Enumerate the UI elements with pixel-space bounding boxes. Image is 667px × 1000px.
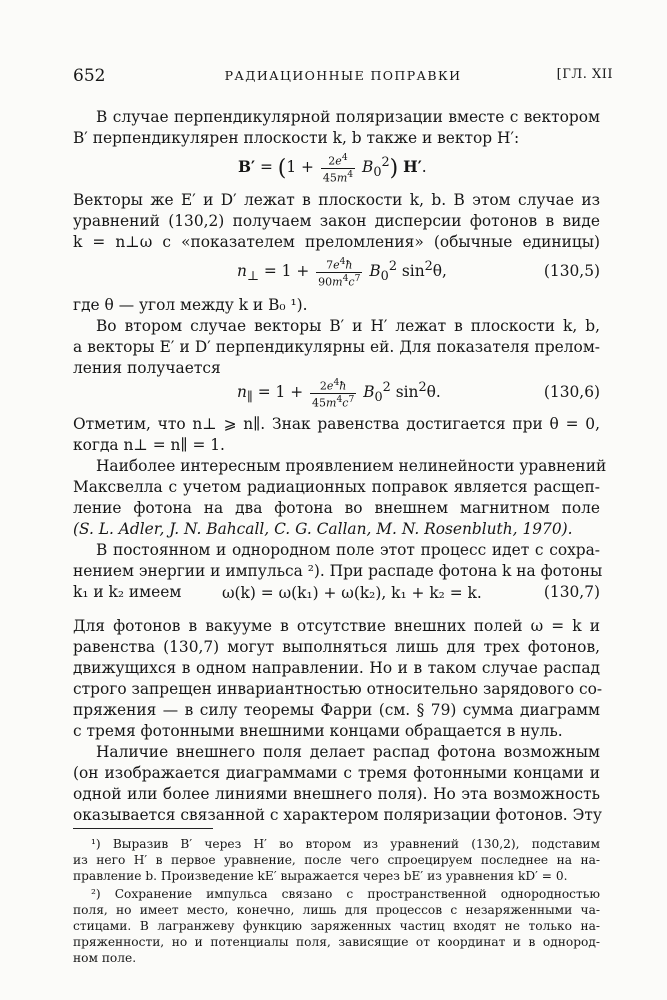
text-line: оказывается связанной с характером поляризации фотонов. Эту xyxy=(73,806,602,824)
text-line: Для фотонов в вакууме в отсутствие внешних полей ω = k и xyxy=(73,617,600,635)
text-line: где θ — угол между k и B₀ ¹). xyxy=(73,296,308,314)
text-line: В случае перпендикулярной поляризации вместе с вектором xyxy=(96,108,600,126)
formula-n-perp: $n_\perp = 1$ + $\frac{7e^4ħ}{90m^4c^7}$ $B_0^2$ $\sin^2\theta$, xyxy=(237,256,447,289)
footnote-line: стицами. В лагранжеву функцию заряженных частиц входят не только на- xyxy=(73,919,600,933)
footnote-divider xyxy=(73,828,213,829)
formula-n-parallel: $n_\parallel = 1$ + $\frac{2e^4ħ}{45m^4c^7}$ $B_0^2$ $\sin^2\theta$. xyxy=(237,377,441,410)
equation-number: (130,6) xyxy=(543,383,600,401)
equation-number: (130,7) xyxy=(543,583,600,601)
text-line: Во втором случае векторы B′ и H′ лежат в плоскости k, b, xyxy=(96,317,600,335)
text-line: В постоянном и однородном поле этот процесс идет с сохра- xyxy=(96,541,600,559)
footnote-line: правление b. Произведение kE′ выражается через bE′ из уравнения kD′ = 0. xyxy=(73,869,568,883)
text-line: k = n⊥ω с «показателем преломления» (обычные единицы) xyxy=(73,233,600,251)
text-line: Наиболее интересным проявлением нелинейности уравнений xyxy=(96,457,607,475)
running-title: РАДИАЦИОННЫЕ ПОПРАВКИ xyxy=(224,68,462,83)
text-line: B′ перпендикулярен плоскости k, b также и вектор H′: xyxy=(73,129,520,147)
chapter-marker: [ГЛ. XII xyxy=(556,67,613,82)
text-line: уравнений (130,2) получаем закон дисперсии фотонов в виде xyxy=(73,212,600,230)
footnote-line: ном поле. xyxy=(73,951,137,965)
text-line: ления получается xyxy=(73,359,221,377)
text-line: нением энергии и импульса ²). При распаде фотона k на фотоны xyxy=(73,562,603,580)
text-line: Наличие внешнего поля делает распад фотона возможным xyxy=(96,743,600,761)
text-line: с тремя фотонными внешними концами обращается в нуль. xyxy=(73,722,563,740)
text-line: Векторы же E′ и D′ лежат в плоскости k, b. В этом случае из xyxy=(73,191,600,209)
text-line: равенства (130,7) могут выполняться лишь для трех фотонов, xyxy=(73,638,600,656)
footnote-line: пряженности, но и потенциалы поля, зависящие от координат и в однород- xyxy=(73,935,600,949)
formula-momentum-conservation: ω(k) = ω(k₁) + ω(k₂), k₁ + k₂ = k. xyxy=(222,584,482,602)
text-line: одной или более линиями внешнего поля). Но эта возможность xyxy=(73,785,600,803)
text-line: строго запрещен инвариантностью относительно зарядового со- xyxy=(73,680,603,698)
page-number: 652 xyxy=(73,66,106,86)
page-header xyxy=(73,66,613,88)
footnote-line: поля, но имеет место, конечно, лишь для процессов с незаряженными ча- xyxy=(73,903,600,917)
text-line: ление фотона на два фотона во внешнем магнитном поле xyxy=(73,499,600,517)
footnote-line: ¹) Выразив B′ через H′ во втором из уравнений (130,2), подставим xyxy=(91,837,600,851)
text-line: а векторы E′ и D′ перпендикулярны ей. Для показателя прелом- xyxy=(73,338,600,356)
text-line: движущихся в одном направлении. Но и в таком случае распад xyxy=(73,659,600,677)
text-line: когда n⊥ = n∥ = 1. xyxy=(73,436,225,454)
footnote-line: из него H′ в первое уравнение, после чего спроецируем последнее на на- xyxy=(73,853,600,867)
text-line: (S. L. Adler, J. N. Bahcall, C. G. Callan, M. N. Rosenbluth, 1970). xyxy=(73,520,573,538)
footnote-line: ²) Сохранение импульса связано с пространственной однородностью xyxy=(91,887,600,901)
text-line: пряжения — в силу теоремы Фарри (см. § 79) сумма диаграмм xyxy=(73,701,600,719)
text-line: (он изображается диаграммами с тремя фотонными концами и xyxy=(73,764,600,782)
text-line: Максвелла с учетом радиационных поправок является расщеп- xyxy=(73,478,600,496)
formula-b-prime: B′ = (1 + $\frac{2e^4}{45m^4}$ $B_0^2$) H′. xyxy=(238,152,427,185)
text-line: k₁ и k₂ имеем xyxy=(73,583,182,601)
equation-number: (130,5) xyxy=(543,262,600,280)
text-line: Отметим, что n⊥ ⩾ n∥. Знак равенства достигается при θ = 0, xyxy=(73,415,600,433)
